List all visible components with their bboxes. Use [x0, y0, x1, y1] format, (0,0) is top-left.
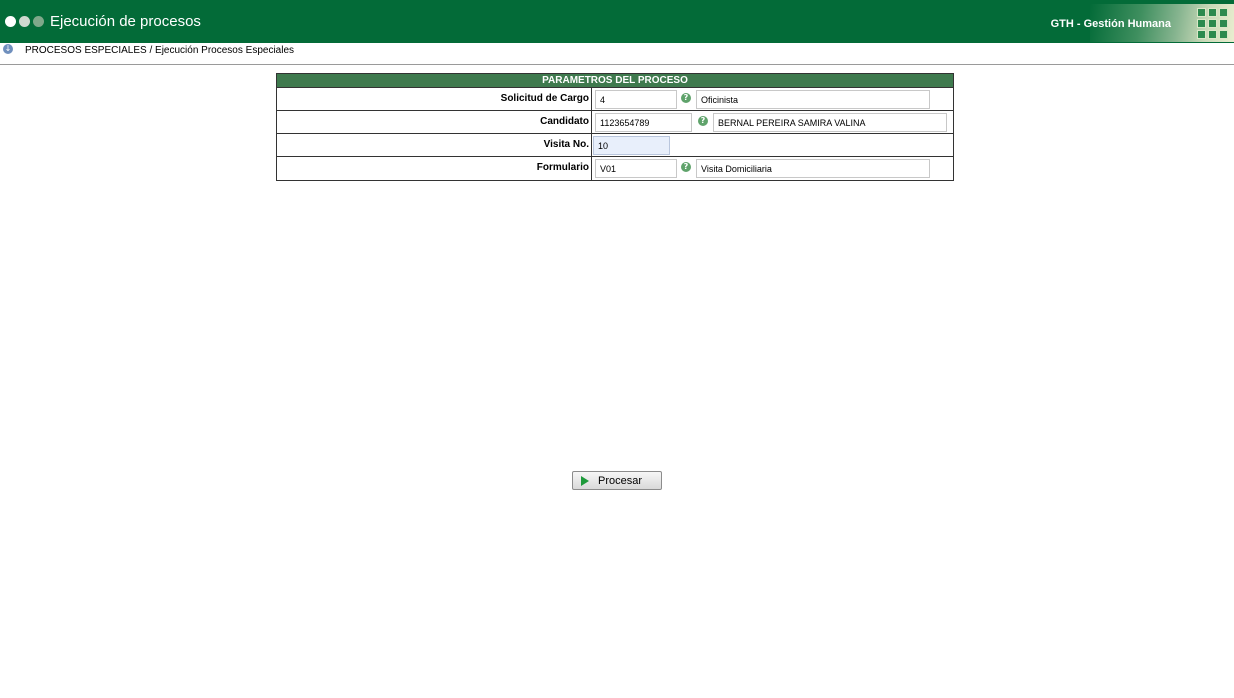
- process-parameters-table: [276, 73, 954, 181]
- solicitud-description-field: Oficinista: [696, 90, 930, 109]
- people-icon-grid: [1197, 8, 1228, 39]
- dot-icon: [33, 16, 44, 27]
- visita-number-input[interactable]: 10: [593, 136, 670, 155]
- play-icon: [581, 476, 589, 486]
- page-title: Ejecución de procesos: [50, 13, 201, 30]
- param-row-formulario: [277, 157, 953, 180]
- brand-name: GTH - Gestión Humana: [1050, 18, 1171, 30]
- window-dots: [5, 16, 44, 27]
- process-button[interactable]: [572, 471, 662, 490]
- param-label: Formulario: [277, 157, 592, 180]
- help-question-icon[interactable]: ?: [681, 93, 691, 103]
- param-label: Solicitud de Cargo: [277, 88, 592, 110]
- app-header: [0, 0, 1234, 43]
- process-button-label: Procesar: [598, 474, 643, 487]
- param-row-solicitud: [277, 88, 953, 111]
- param-row-candidato: [277, 111, 953, 134]
- dot-icon: [19, 16, 30, 27]
- param-label: Visita No.: [277, 134, 592, 156]
- help-question-icon[interactable]: ?: [698, 116, 708, 126]
- help-question-icon[interactable]: ?: [681, 162, 691, 172]
- param-row-visita: [277, 134, 953, 157]
- divider: [0, 64, 1234, 65]
- dot-icon: [5, 16, 16, 27]
- info-down-icon: ↓: [4, 44, 12, 53]
- candidato-code-input[interactable]: 1123654789: [595, 113, 692, 132]
- formulario-code-input[interactable]: V01: [595, 159, 677, 178]
- solicitud-code-input[interactable]: 4: [595, 90, 677, 109]
- candidato-name-field: BERNAL PEREIRA SAMIRA VALINA: [713, 113, 947, 132]
- formulario-description-field: Visita Domiciliaria: [696, 159, 930, 178]
- param-label: Candidato: [277, 111, 592, 133]
- breadcrumb: PROCESOS ESPECIALES / Ejecución Procesos Especiales: [25, 45, 295, 56]
- table-title: PARAMETROS DEL PROCESO: [277, 74, 953, 88]
